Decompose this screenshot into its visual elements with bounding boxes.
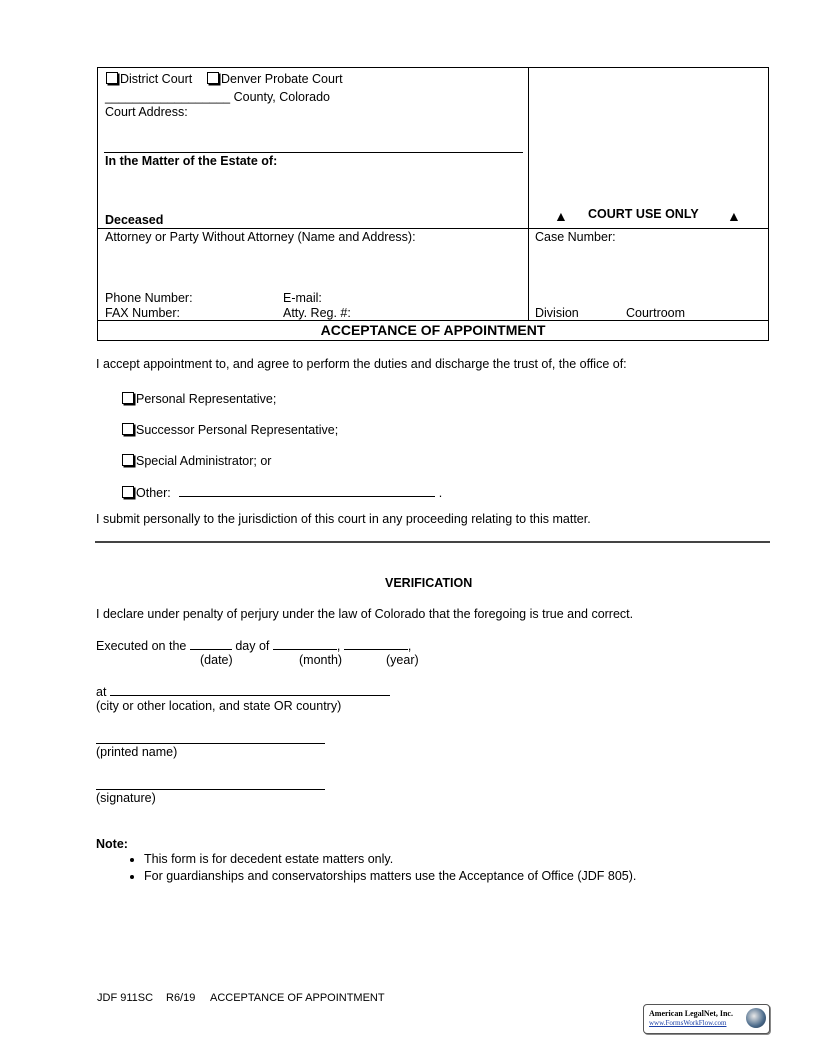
division-label: Division [535, 306, 579, 320]
signature-line[interactable] [96, 789, 325, 790]
day-of-label: day of [235, 639, 270, 653]
verification-heading: VERIFICATION [385, 576, 473, 590]
other-checkbox[interactable] [122, 486, 134, 498]
executed-on-label: Executed on the [96, 639, 187, 653]
caption-divider-row1 [97, 228, 769, 229]
globe-icon [746, 1008, 766, 1028]
caption-divider-vertical [528, 67, 529, 320]
phone-label: Phone Number: [105, 291, 193, 305]
date-hint: (date) [200, 653, 233, 667]
in-the-matter-label: In the Matter of the Estate of: [105, 154, 278, 168]
county-colorado-label: County, Colorado [233, 90, 330, 104]
option-personal-representative[interactable] [122, 392, 276, 406]
caption-border-bottom [97, 340, 769, 341]
note-item: • This form is for decedent estate matters only. [144, 852, 636, 866]
personal-representative-checkbox[interactable] [122, 392, 134, 404]
at-label: at [96, 685, 107, 699]
jurisdiction-text: I submit personally to the jurisdiction of this court in any proceeding relating to this matter. [96, 512, 591, 526]
district-court-checkbox[interactable] [106, 72, 118, 84]
courtroom-label: Courtroom [626, 306, 686, 320]
american-legalnet-logo[interactable] [643, 1004, 770, 1034]
option-label: Personal Representative; [136, 392, 277, 406]
successor-representative-checkbox[interactable] [122, 423, 134, 435]
location-hint: (city or other location, and state OR country) [96, 699, 342, 713]
printed-name-line[interactable] [96, 743, 325, 744]
denver-probate-label: Denver Probate Court [221, 72, 343, 86]
option-successor-representative[interactable] [122, 423, 338, 437]
option-label: Special Administrator; or [136, 454, 272, 468]
intro-text: I accept appointment to, and agree to perform the duties and discharge the trust of, the office of: [96, 357, 627, 371]
date-blank[interactable] [190, 638, 232, 650]
option-special-administrator[interactable] [122, 454, 271, 468]
denver-probate-option[interactable] [207, 72, 343, 86]
note-list [118, 852, 636, 886]
caption-border-left [97, 67, 98, 341]
fax-label: FAX Number: [105, 306, 181, 320]
county-line [105, 90, 330, 104]
option-label: Other: [136, 486, 171, 500]
caption-border-top [97, 67, 769, 68]
deceased-label: Deceased [105, 213, 164, 227]
comma-1: , [336, 639, 341, 653]
option-other[interactable] [122, 485, 442, 500]
footer-revision: R6/19 [166, 992, 196, 1004]
court-address-label: Court Address: [105, 105, 188, 119]
year-blank[interactable] [344, 638, 408, 650]
signature-hint: (signature) [96, 791, 156, 805]
attorney-label: Attorney or Party Without Attorney (Name and Address): [105, 230, 416, 244]
section-divider [95, 541, 770, 543]
declaration-text: I declare under penalty of perjury under the law of Colorado that the foregoing is true and correct. [96, 607, 634, 621]
footer-form-name: ACCEPTANCE OF APPOINTMENT [210, 992, 385, 1004]
month-blank[interactable] [273, 638, 337, 650]
atty-reg-label: Atty. Reg. #: [283, 306, 351, 320]
logo-website-link[interactable]: www.FormsWorkFlow.com [649, 1019, 727, 1027]
caption-divider-row2 [97, 320, 769, 321]
note-label: Note: [96, 837, 128, 851]
at-line [96, 684, 390, 699]
other-period: . [438, 486, 443, 500]
logo-company-name: American LegalNet, Inc. [649, 1009, 733, 1018]
case-number-label: Case Number: [535, 230, 616, 244]
court-use-only-label: COURT USE ONLY [588, 207, 699, 221]
other-blank[interactable] [179, 485, 435, 497]
note-item: • For guardianships and conservatorships matters use the Acceptance of Office (JDF 805). [144, 869, 636, 883]
district-court-label: District Court [120, 72, 193, 86]
comma-2: , [407, 639, 412, 653]
court-address-line [104, 152, 523, 153]
footer-form-number: JDF 911SC [97, 992, 154, 1004]
form-title: ACCEPTANCE OF APPOINTMENT [320, 322, 546, 338]
county-blank[interactable]: __________________ [105, 90, 231, 104]
denver-probate-checkbox[interactable] [207, 72, 219, 84]
year-hint: (year) [386, 653, 419, 667]
month-hint: (month) [299, 653, 343, 667]
executed-line [96, 638, 411, 653]
option-label: Successor Personal Representative; [136, 423, 339, 437]
location-blank[interactable] [110, 684, 390, 696]
caption-border-right [768, 67, 769, 341]
printed-name-hint: (printed name) [96, 745, 178, 759]
special-administrator-checkbox[interactable] [122, 454, 134, 466]
up-arrow-left-icon: ▲ [554, 208, 568, 224]
up-arrow-right-icon: ▲ [727, 208, 741, 224]
district-court-option[interactable] [106, 72, 192, 86]
email-label: E-mail: [283, 291, 322, 305]
